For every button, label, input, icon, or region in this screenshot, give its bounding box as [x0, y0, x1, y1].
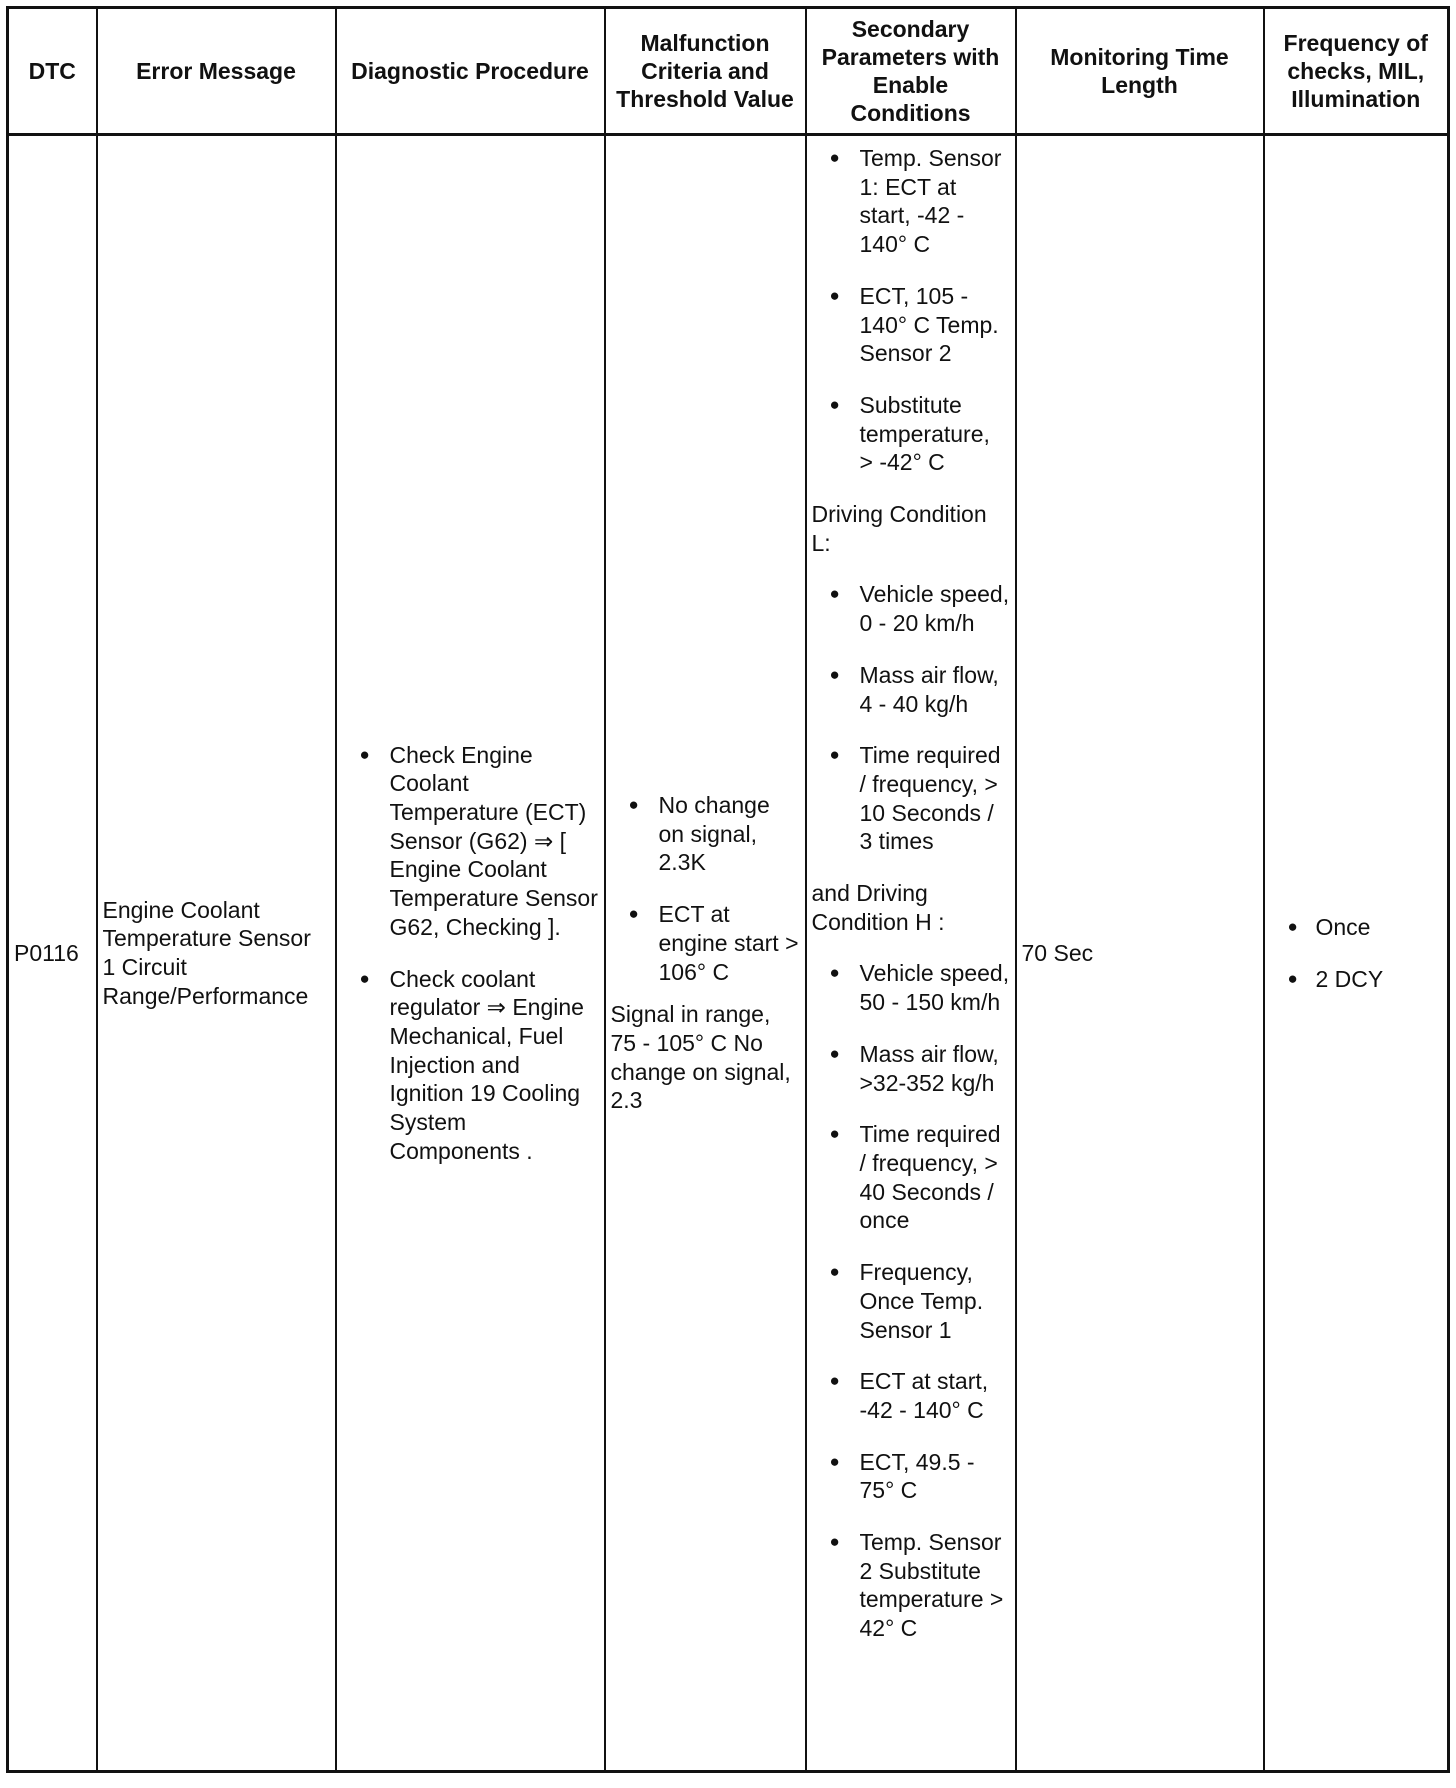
driving-condition-h: and Driving Condition H :	[811, 880, 945, 935]
list-item: ● Vehicle speed, 50 - 150 km/h	[812, 959, 1010, 1016]
list-item: ● Time required / frequency, > 40 Seconds / once	[812, 1120, 1010, 1235]
cell-error-message: Engine Coolant Temperature Sensor 1 Circuit Range/Performance	[97, 135, 336, 1772]
header-secondary-parameters: Secondary Parameters with Enable Conditions	[806, 8, 1016, 135]
header-frequency: Frequency of checks, MIL, Illumination	[1264, 8, 1449, 135]
cell-malfunction-criteria	[605, 135, 806, 1772]
list-item: ● No change on signal, 2.3K	[611, 791, 800, 877]
dtc-table	[6, 6, 1450, 1773]
header-malfunction-criteria: Malfunction Criteria and Threshold Value	[605, 8, 806, 135]
list-item: ● Check coolant regulator ⇒ Engine Mechanical, Fuel Injection and Ignition 19 Cooling System Components .	[342, 965, 599, 1166]
cell-monitoring-time: 70 Sec	[1016, 135, 1264, 1772]
header-dtc: DTC	[8, 8, 97, 135]
cell-frequency	[1264, 135, 1449, 1772]
cell-diagnostic-procedure	[336, 135, 605, 1772]
list-item: ● 2 DCY	[1270, 965, 1443, 994]
malfunction-note: Signal in range, 75 - 105° C No change on signal, 2.3	[610, 1001, 791, 1114]
list-item: ● Temp. Sensor 1: ECT at start, -42 - 140° C	[812, 144, 1010, 259]
list-item: ● Substitute temperature, > -42° C	[812, 391, 1010, 477]
list-item: ● Mass air flow, >32-352 kg/h	[812, 1040, 1010, 1097]
list-item: ● Mass air flow, 4 - 40 kg/h	[812, 661, 1010, 718]
header-row	[8, 8, 1449, 135]
list-item: ● ECT at start, -42 - 140° C	[812, 1367, 1010, 1424]
header-error-message: Error Message	[97, 8, 336, 135]
cell-secondary-parameters	[806, 135, 1016, 1772]
list-item: ● ECT at engine start > 106° C	[611, 900, 800, 986]
list-item: ● Vehicle speed, 0 - 20 km/h	[812, 580, 1010, 637]
list-item: ● ECT, 105 - 140° C Temp. Sensor 2	[812, 282, 1010, 368]
list-item: ● Frequency, Once Temp. Sensor 1	[812, 1258, 1010, 1344]
header-diagnostic-procedure: Diagnostic Procedure	[336, 8, 605, 135]
header-monitoring-time: Monitoring Time Length	[1016, 8, 1264, 135]
list-item: ● Once	[1270, 913, 1443, 942]
list-item: ● Check Engine Coolant Temperature (ECT) Sensor (G62) ⇒ [ Engine Coolant Temperature Sensor G62, Checking ].	[342, 741, 599, 942]
driving-condition-l: Driving Condition L:	[811, 501, 987, 556]
list-item: ● ECT, 49.5 - 75° C	[812, 1448, 1010, 1505]
list-item: ● Time required / frequency, > 10 Seconds / 3 times	[812, 741, 1010, 856]
cell-dtc: P0116	[8, 135, 97, 1772]
list-item: ● Temp. Sensor 2 Substitute temperature > 42° C	[812, 1528, 1010, 1643]
table-row	[8, 135, 1449, 1772]
